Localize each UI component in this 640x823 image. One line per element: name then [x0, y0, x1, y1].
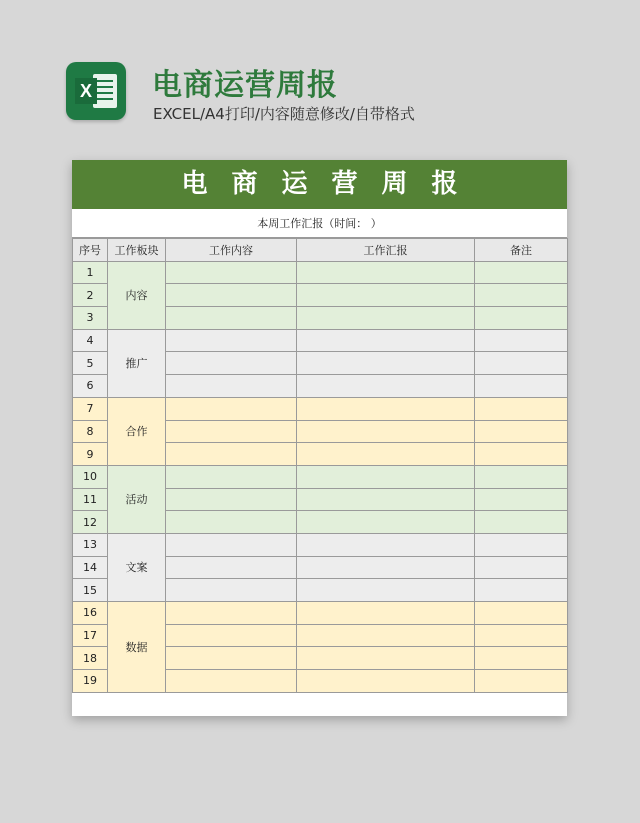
- table-row: [73, 533, 568, 556]
- notes-cell[interactable]: [475, 533, 568, 556]
- row-index: 17: [73, 624, 108, 647]
- content-cell[interactable]: [166, 624, 297, 647]
- table-row: [73, 465, 568, 488]
- report-cell[interactable]: [297, 284, 475, 307]
- content-cell[interactable]: [166, 602, 297, 625]
- page-subtitle: EXCEL/A4打印/内容随意修改/自带格式: [153, 105, 415, 123]
- col-header-section: 工作板块: [108, 239, 166, 262]
- header: [0, 0, 640, 150]
- table-row: [73, 397, 568, 420]
- row-index: 5: [73, 352, 108, 375]
- table-header-row: [73, 239, 568, 262]
- row-index: 10: [73, 465, 108, 488]
- row-index: 16: [73, 602, 108, 625]
- table-row: [73, 329, 568, 352]
- report-table: [72, 238, 568, 693]
- report-banner: 电商运营周报: [72, 160, 567, 209]
- content-cell[interactable]: [166, 307, 297, 330]
- report-cell[interactable]: [297, 397, 475, 420]
- report-cell[interactable]: [297, 511, 475, 534]
- section-cell: 文案: [108, 533, 166, 601]
- report-cell[interactable]: [297, 443, 475, 466]
- table-row: [73, 602, 568, 625]
- col-header-report: 工作汇报: [297, 239, 475, 262]
- notes-cell[interactable]: [475, 511, 568, 534]
- content-cell[interactable]: [166, 465, 297, 488]
- content-cell[interactable]: [166, 443, 297, 466]
- report-cell[interactable]: [297, 533, 475, 556]
- content-cell[interactable]: [166, 670, 297, 693]
- report-cell[interactable]: [297, 670, 475, 693]
- report-cell[interactable]: [297, 261, 475, 284]
- report-cell[interactable]: [297, 465, 475, 488]
- content-cell[interactable]: [166, 261, 297, 284]
- section-cell: 合作: [108, 397, 166, 465]
- report-cell[interactable]: [297, 556, 475, 579]
- row-index: 1: [73, 261, 108, 284]
- notes-cell[interactable]: [475, 397, 568, 420]
- row-index: 3: [73, 307, 108, 330]
- notes-cell[interactable]: [475, 375, 568, 398]
- row-index: 4: [73, 329, 108, 352]
- notes-cell[interactable]: [475, 465, 568, 488]
- content-cell[interactable]: [166, 375, 297, 398]
- notes-cell[interactable]: [475, 307, 568, 330]
- report-cell[interactable]: [297, 329, 475, 352]
- section-cell: 推广: [108, 329, 166, 397]
- report-cell[interactable]: [297, 488, 475, 511]
- notes-cell[interactable]: [475, 284, 568, 307]
- row-index: 11: [73, 488, 108, 511]
- row-index: 15: [73, 579, 108, 602]
- section-cell: 内容: [108, 261, 166, 329]
- report-cell[interactable]: [297, 375, 475, 398]
- content-cell[interactable]: [166, 420, 297, 443]
- content-cell[interactable]: [166, 352, 297, 375]
- report-cell[interactable]: [297, 307, 475, 330]
- row-index: 7: [73, 397, 108, 420]
- notes-cell[interactable]: [475, 579, 568, 602]
- notes-cell[interactable]: [475, 329, 568, 352]
- content-cell[interactable]: [166, 511, 297, 534]
- row-index: 6: [73, 375, 108, 398]
- content-cell[interactable]: [166, 647, 297, 670]
- excel-icon: [66, 62, 126, 120]
- row-index: 12: [73, 511, 108, 534]
- notes-cell[interactable]: [475, 670, 568, 693]
- report-cell[interactable]: [297, 352, 475, 375]
- content-cell[interactable]: [166, 488, 297, 511]
- notes-cell[interactable]: [475, 443, 568, 466]
- col-header-content: 工作内容: [166, 239, 297, 262]
- notes-cell[interactable]: [475, 647, 568, 670]
- row-index: 14: [73, 556, 108, 579]
- content-cell[interactable]: [166, 284, 297, 307]
- col-header-notes: 备注: [475, 239, 568, 262]
- report-cell[interactable]: [297, 579, 475, 602]
- report-cell[interactable]: [297, 624, 475, 647]
- section-cell: 数据: [108, 602, 166, 693]
- notes-cell[interactable]: [475, 602, 568, 625]
- notes-cell[interactable]: [475, 352, 568, 375]
- excel-x-letter: X: [75, 78, 97, 104]
- report-cell[interactable]: [297, 647, 475, 670]
- report-cell[interactable]: [297, 420, 475, 443]
- notes-cell[interactable]: [475, 556, 568, 579]
- notes-cell[interactable]: [475, 624, 568, 647]
- notes-cell[interactable]: [475, 261, 568, 284]
- report-cell[interactable]: [297, 602, 475, 625]
- row-index: 13: [73, 533, 108, 556]
- section-cell: 活动: [108, 465, 166, 533]
- week-label: 本周工作汇报（时间： ）: [72, 209, 567, 238]
- spreadsheet-preview: [72, 160, 567, 716]
- row-index: 18: [73, 647, 108, 670]
- page-title: 电商运营周报: [152, 68, 338, 103]
- row-index: 2: [73, 284, 108, 307]
- content-cell[interactable]: [166, 397, 297, 420]
- content-cell[interactable]: [166, 556, 297, 579]
- table-row: [73, 261, 568, 284]
- content-cell[interactable]: [166, 533, 297, 556]
- table-body: [73, 261, 568, 692]
- notes-cell[interactable]: [475, 488, 568, 511]
- col-header-index: 序号: [73, 239, 108, 262]
- content-cell[interactable]: [166, 579, 297, 602]
- notes-cell[interactable]: [475, 420, 568, 443]
- content-cell[interactable]: [166, 329, 297, 352]
- row-index: 8: [73, 420, 108, 443]
- row-index: 19: [73, 670, 108, 693]
- row-index: 9: [73, 443, 108, 466]
